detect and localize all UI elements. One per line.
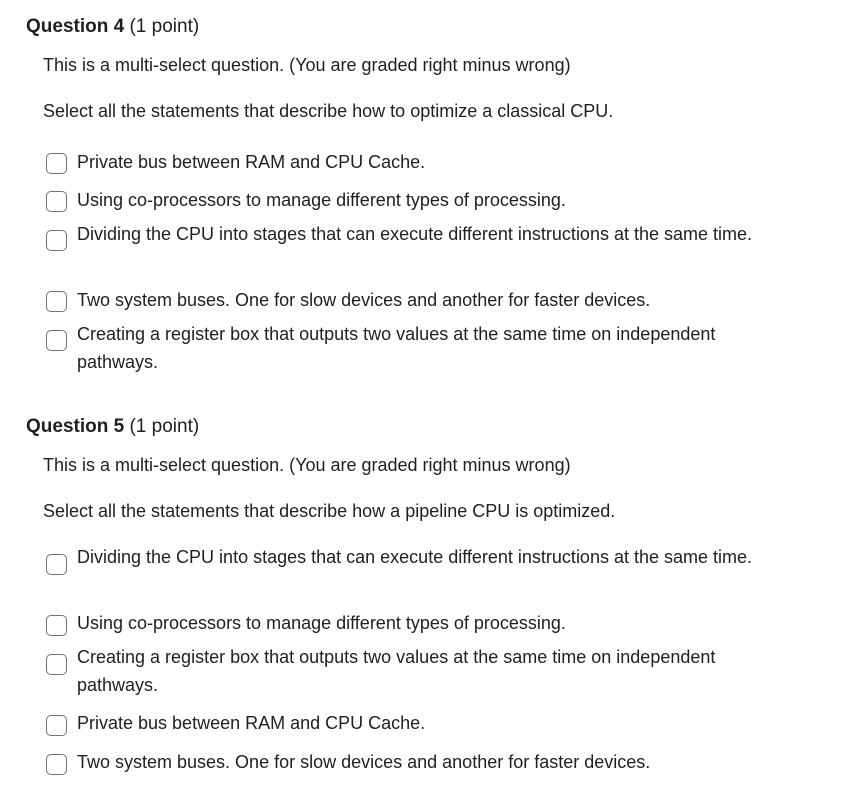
option-label[interactable]: Dividing the CPU into stages that can execute different instructions at the same time. xyxy=(77,224,753,244)
checkbox[interactable] xyxy=(46,330,67,351)
checkbox[interactable] xyxy=(46,615,67,636)
question-prompt: Select all the statements that describe how a pipeline CPU is optimized. xyxy=(43,501,616,521)
question-title xyxy=(26,415,199,439)
checkbox[interactable] xyxy=(46,291,67,312)
checkbox[interactable] xyxy=(46,191,67,212)
checkbox[interactable] xyxy=(46,715,67,736)
question-points: (1 point) xyxy=(129,16,200,37)
checkbox[interactable] xyxy=(46,654,67,675)
option-label[interactable]: Using co-processors to manage different types of processing. xyxy=(77,190,566,210)
option-label[interactable]: Creating a register box that outputs two values at the same time on independent pathways. xyxy=(77,324,716,372)
question-number: Question 5 xyxy=(26,416,125,437)
option-label[interactable]: Two system buses. One for slow devices and another for faster devices. xyxy=(77,290,651,310)
checkbox[interactable] xyxy=(46,153,67,174)
checkbox[interactable] xyxy=(46,754,67,775)
question-number: Question 4 xyxy=(26,16,125,37)
question-instructions: This is a multi-select question. (You are graded right minus wrong) xyxy=(43,55,571,75)
question-prompt: Select all the statements that describe how to optimize a classical CPU. xyxy=(43,101,614,121)
option-label[interactable]: Private bus between RAM and CPU Cache. xyxy=(77,713,426,733)
question-instructions: This is a multi-select question. (You are graded right minus wrong) xyxy=(43,455,571,475)
checkbox[interactable] xyxy=(46,554,67,575)
option-label[interactable]: Creating a register box that outputs two values at the same time on independent pathways. xyxy=(77,647,716,695)
option-label[interactable]: Using co-processors to manage different types of processing. xyxy=(77,613,566,633)
option-label[interactable]: Dividing the CPU into stages that can execute different instructions at the same time. xyxy=(77,547,753,567)
question-title xyxy=(26,15,199,39)
question-points: (1 point) xyxy=(129,416,200,437)
option-label[interactable]: Private bus between RAM and CPU Cache. xyxy=(77,152,426,172)
option-label[interactable]: Two system buses. One for slow devices and another for faster devices. xyxy=(77,752,651,772)
checkbox[interactable] xyxy=(46,230,67,251)
